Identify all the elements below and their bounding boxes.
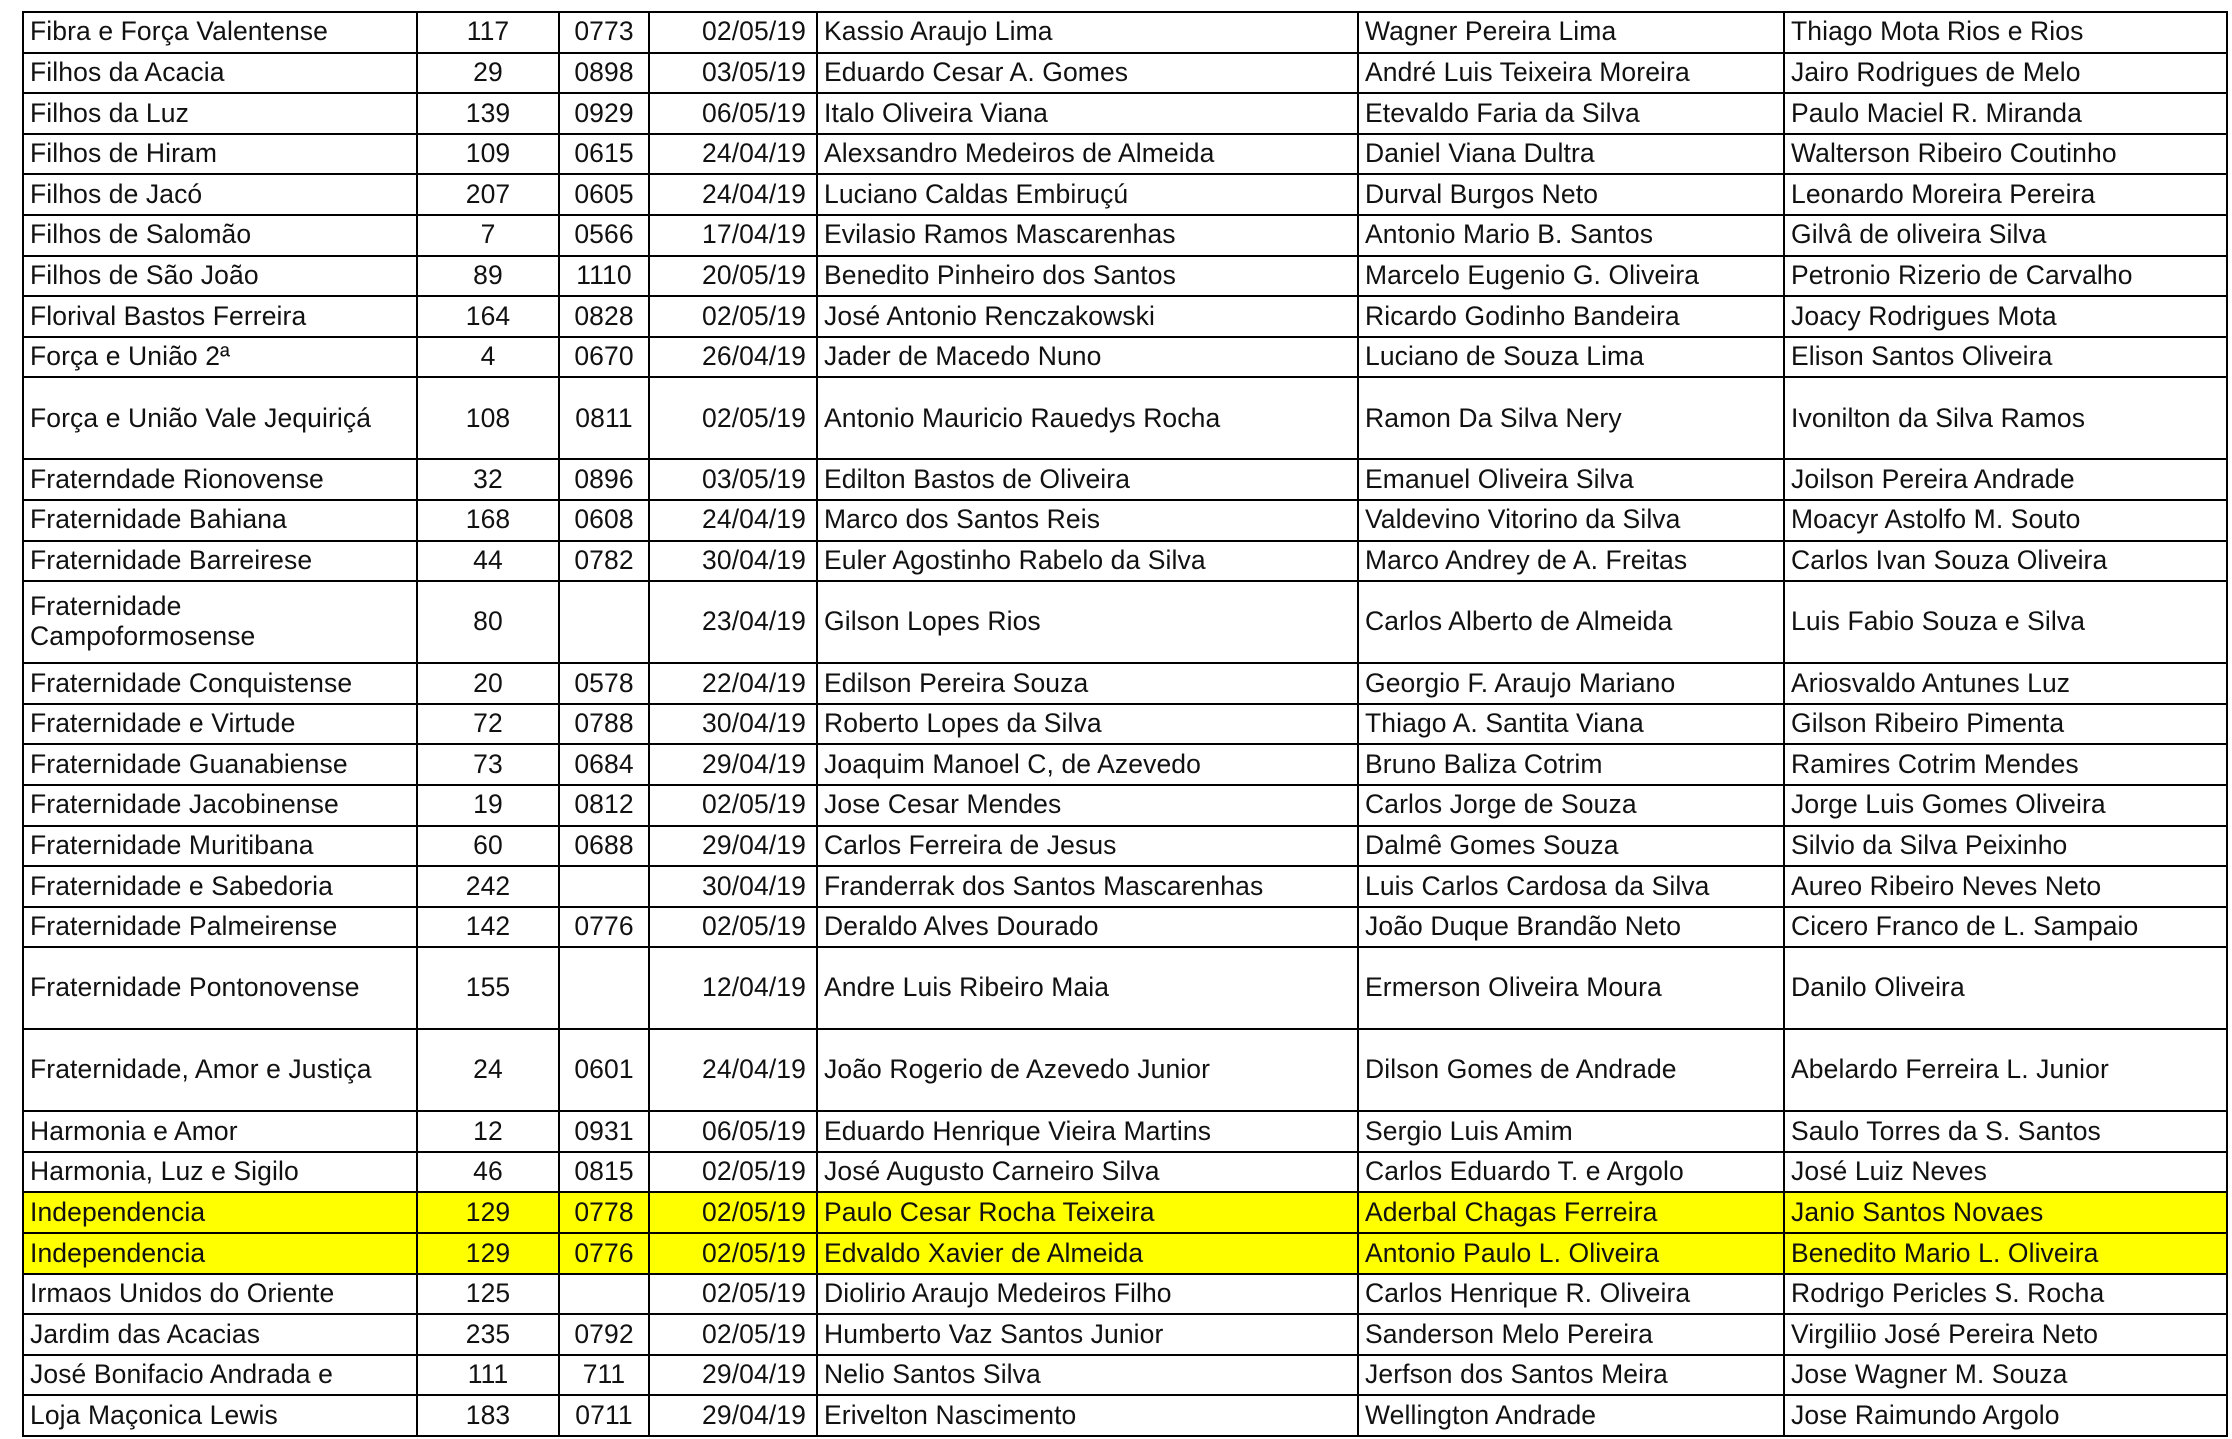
code-cell: [559, 866, 649, 907]
venerable-name-cell: José Antonio Renczakowski: [817, 296, 1358, 337]
table-row: [23, 704, 2227, 745]
code-cell: 0566: [559, 215, 649, 256]
code-cell: 711: [559, 1355, 649, 1396]
first-warden-name-cell: Carlos Jorge de Souza: [1358, 785, 1784, 826]
code-cell: 0578: [559, 663, 649, 704]
table-row: [23, 744, 2227, 785]
venerable-name-cell: Italo Oliveira Viana: [817, 93, 1358, 134]
table-row: [23, 785, 2227, 826]
code-cell: 0812: [559, 785, 649, 826]
lodge-number-cell: 125: [417, 1274, 559, 1315]
table-row: [23, 1314, 2227, 1355]
second-warden-name-cell: Virgiliio José Pereira Neto: [1784, 1314, 2227, 1355]
table-row: [23, 377, 2227, 459]
lodge-name-cell: Harmonia, Luz e Sigilo: [23, 1152, 417, 1193]
first-warden-name-cell: Antonio Paulo L. Oliveira: [1358, 1233, 1784, 1274]
date-cell: 26/04/19: [649, 337, 817, 378]
venerable-name-cell: Diolirio Araujo Medeiros Filho: [817, 1274, 1358, 1315]
second-warden-name-cell: Joacy Rodrigues Mota: [1784, 296, 2227, 337]
lodge-number-cell: 20: [417, 663, 559, 704]
second-warden-name-cell: Elison Santos Oliveira: [1784, 337, 2227, 378]
table-row: [23, 1192, 2227, 1233]
second-warden-name-cell: Thiago Mota Rios e Rios: [1784, 12, 2227, 53]
first-warden-name-cell: Wellington Andrade: [1358, 1395, 1784, 1436]
lodge-table: [22, 11, 2228, 1437]
venerable-name-cell: Edvaldo Xavier de Almeida: [817, 1233, 1358, 1274]
first-warden-name-cell: Sergio Luis Amim: [1358, 1111, 1784, 1152]
lodge-number-cell: 89: [417, 256, 559, 297]
lodge-name-cell: Filhos da Acacia: [23, 53, 417, 94]
date-cell: 12/04/19: [649, 947, 817, 1029]
table-row: [23, 337, 2227, 378]
lodge-number-cell: 183: [417, 1395, 559, 1436]
lodge-name-cell: Filhos de Jacó: [23, 174, 417, 215]
venerable-name-cell: Evilasio Ramos Mascarenhas: [817, 215, 1358, 256]
table-row: [23, 866, 2227, 907]
second-warden-name-cell: Paulo Maciel R. Miranda: [1784, 93, 2227, 134]
lodge-name-cell: Fraternidade, Amor e Justiça: [23, 1029, 417, 1111]
lodge-number-cell: 4: [417, 337, 559, 378]
venerable-name-cell: Eduardo Cesar A. Gomes: [817, 53, 1358, 94]
code-cell: 0615: [559, 134, 649, 175]
table-row: [23, 93, 2227, 134]
lodge-name-cell: Fraternidade Barreirese: [23, 541, 417, 582]
table-row: [23, 1111, 2227, 1152]
first-warden-name-cell: Jerfson dos Santos Meira: [1358, 1355, 1784, 1396]
first-warden-name-cell: André Luis Teixeira Moreira: [1358, 53, 1784, 94]
code-cell: 0776: [559, 1233, 649, 1274]
date-cell: 30/04/19: [649, 866, 817, 907]
lodge-name-cell: Filhos de Hiram: [23, 134, 417, 175]
first-warden-name-cell: Bruno Baliza Cotrim: [1358, 744, 1784, 785]
venerable-name-cell: Deraldo Alves Dourado: [817, 907, 1358, 948]
lodge-number-cell: 44: [417, 541, 559, 582]
second-warden-name-cell: Jairo Rodrigues de Melo: [1784, 53, 2227, 94]
table-row: [23, 12, 2227, 53]
date-cell: 30/04/19: [649, 541, 817, 582]
first-warden-name-cell: Marco Andrey de A. Freitas: [1358, 541, 1784, 582]
second-warden-name-cell: Silvio da Silva Peixinho: [1784, 826, 2227, 867]
second-warden-name-cell: Cicero Franco de L. Sampaio: [1784, 907, 2227, 948]
code-cell: 0778: [559, 1192, 649, 1233]
code-cell: 0896: [559, 459, 649, 500]
venerable-name-cell: Andre Luis Ribeiro Maia: [817, 947, 1358, 1029]
lodge-name-cell: Jardim das Acacias: [23, 1314, 417, 1355]
code-cell: 0828: [559, 296, 649, 337]
table-row: [23, 53, 2227, 94]
code-cell: 0782: [559, 541, 649, 582]
table-row: [23, 1274, 2227, 1315]
venerable-name-cell: Paulo Cesar Rocha Teixeira: [817, 1192, 1358, 1233]
venerable-name-cell: Benedito Pinheiro dos Santos: [817, 256, 1358, 297]
lodge-number-cell: 117: [417, 12, 559, 53]
first-warden-name-cell: Dilson Gomes de Andrade: [1358, 1029, 1784, 1111]
lodge-name-cell: Fraterndade Rionovense: [23, 459, 417, 500]
lodge-name-cell: Fibra e Força Valentense: [23, 12, 417, 53]
venerable-name-cell: João Rogerio de Azevedo Junior: [817, 1029, 1358, 1111]
second-warden-name-cell: Saulo Torres da S. Santos: [1784, 1111, 2227, 1152]
venerable-name-cell: Jader de Macedo Nuno: [817, 337, 1358, 378]
second-warden-name-cell: Walterson Ribeiro Coutinho: [1784, 134, 2227, 175]
code-cell: 0931: [559, 1111, 649, 1152]
code-cell: 0601: [559, 1029, 649, 1111]
second-warden-name-cell: Carlos Ivan Souza Oliveira: [1784, 541, 2227, 582]
venerable-name-cell: Alexsandro Medeiros de Almeida: [817, 134, 1358, 175]
code-cell: 0711: [559, 1395, 649, 1436]
date-cell: 29/04/19: [649, 744, 817, 785]
code-cell: [559, 1274, 649, 1315]
code-cell: 0670: [559, 337, 649, 378]
second-warden-name-cell: Joilson Pereira Andrade: [1784, 459, 2227, 500]
lodge-number-cell: 164: [417, 296, 559, 337]
first-warden-name-cell: Ricardo Godinho Bandeira: [1358, 296, 1784, 337]
lodge-number-cell: 242: [417, 866, 559, 907]
lodge-name-cell: José Bonifacio Andrada e: [23, 1355, 417, 1396]
date-cell: 24/04/19: [649, 174, 817, 215]
date-cell: 02/05/19: [649, 1314, 817, 1355]
first-warden-name-cell: Emanuel Oliveira Silva: [1358, 459, 1784, 500]
table-row: [23, 1233, 2227, 1274]
first-warden-name-cell: Dalmê Gomes Souza: [1358, 826, 1784, 867]
second-warden-name-cell: Abelardo Ferreira L. Junior: [1784, 1029, 2227, 1111]
table-row: [23, 134, 2227, 175]
venerable-name-cell: Erivelton Nascimento: [817, 1395, 1358, 1436]
first-warden-name-cell: Carlos Henrique R. Oliveira: [1358, 1274, 1784, 1315]
venerable-name-cell: Jose Cesar Mendes: [817, 785, 1358, 826]
venerable-name-cell: Kassio Araujo Lima: [817, 12, 1358, 53]
second-warden-name-cell: Moacyr Astolfo M. Souto: [1784, 500, 2227, 541]
second-warden-name-cell: Rodrigo Pericles S. Rocha: [1784, 1274, 2227, 1315]
lodge-name-cell: Harmonia e Amor: [23, 1111, 417, 1152]
second-warden-name-cell: Ivonilton da Silva Ramos: [1784, 377, 2227, 459]
lodge-name-cell: Fraternidade Muritibana: [23, 826, 417, 867]
lodge-number-cell: 235: [417, 1314, 559, 1355]
code-cell: [559, 947, 649, 1029]
first-warden-name-cell: Daniel Viana Dultra: [1358, 134, 1784, 175]
lodge-name-cell: Fraternidade Pontonovense: [23, 947, 417, 1029]
first-warden-name-cell: Carlos Eduardo T. e Argolo: [1358, 1152, 1784, 1193]
lodge-number-cell: 155: [417, 947, 559, 1029]
lodge-name-cell: Força e União Vale Jequiriçá: [23, 377, 417, 459]
lodge-name-cell: Florival Bastos Ferreira: [23, 296, 417, 337]
date-cell: 02/05/19: [649, 12, 817, 53]
table-row: [23, 1355, 2227, 1396]
table-row: [23, 581, 2227, 663]
table-row: [23, 663, 2227, 704]
date-cell: 17/04/19: [649, 215, 817, 256]
lodge-name-cell: Fraternidade e Sabedoria: [23, 866, 417, 907]
second-warden-name-cell: Jorge Luis Gomes Oliveira: [1784, 785, 2227, 826]
date-cell: 02/05/19: [649, 1274, 817, 1315]
first-warden-name-cell: Thiago A. Santita Viana: [1358, 704, 1784, 745]
code-cell: 0684: [559, 744, 649, 785]
date-cell: 06/05/19: [649, 1111, 817, 1152]
code-cell: 0788: [559, 704, 649, 745]
lodge-number-cell: 60: [417, 826, 559, 867]
second-warden-name-cell: Gilvâ de oliveira Silva: [1784, 215, 2227, 256]
second-warden-name-cell: Aureo Ribeiro Neves Neto: [1784, 866, 2227, 907]
first-warden-name-cell: João Duque Brandão Neto: [1358, 907, 1784, 948]
second-warden-name-cell: Leonardo Moreira Pereira: [1784, 174, 2227, 215]
venerable-name-cell: Franderrak dos Santos Mascarenhas: [817, 866, 1358, 907]
table-row: [23, 1029, 2227, 1111]
second-warden-name-cell: Janio Santos Novaes: [1784, 1192, 2227, 1233]
date-cell: 06/05/19: [649, 93, 817, 134]
lodge-number-cell: 24: [417, 1029, 559, 1111]
venerable-name-cell: Edilson Pereira Souza: [817, 663, 1358, 704]
lodge-number-cell: 142: [417, 907, 559, 948]
lodge-name-cell: Independencia: [23, 1192, 417, 1233]
lodge-number-cell: 108: [417, 377, 559, 459]
lodge-name-cell: Fraternidade Jacobinense: [23, 785, 417, 826]
date-cell: 02/05/19: [649, 377, 817, 459]
lodge-number-cell: 73: [417, 744, 559, 785]
lodge-name-cell: Loja Maçonica Lewis: [23, 1395, 417, 1436]
second-warden-name-cell: Luis Fabio Souza e Silva: [1784, 581, 2227, 663]
table-row: [23, 296, 2227, 337]
date-cell: 20/05/19: [649, 256, 817, 297]
venerable-name-cell: Roberto Lopes da Silva: [817, 704, 1358, 745]
first-warden-name-cell: Ramon Da Silva Nery: [1358, 377, 1784, 459]
code-cell: 0608: [559, 500, 649, 541]
venerable-name-cell: Eduardo Henrique Vieira Martins: [817, 1111, 1358, 1152]
table-body: [23, 12, 2227, 1436]
second-warden-name-cell: Ariosvaldo Antunes Luz: [1784, 663, 2227, 704]
lodge-name-cell: Fraternidade e Virtude: [23, 704, 417, 745]
venerable-name-cell: Gilson Lopes Rios: [817, 581, 1358, 663]
date-cell: 02/05/19: [649, 1152, 817, 1193]
code-cell: 0929: [559, 93, 649, 134]
date-cell: 02/05/19: [649, 907, 817, 948]
first-warden-name-cell: Georgio F. Araujo Mariano: [1358, 663, 1784, 704]
lodge-number-cell: 46: [417, 1152, 559, 1193]
code-cell: 0792: [559, 1314, 649, 1355]
date-cell: 29/04/19: [649, 1355, 817, 1396]
venerable-name-cell: Edilton Bastos de Oliveira: [817, 459, 1358, 500]
first-warden-name-cell: Etevaldo Faria da Silva: [1358, 93, 1784, 134]
code-cell: 0688: [559, 826, 649, 867]
venerable-name-cell: Humberto Vaz Santos Junior: [817, 1314, 1358, 1355]
venerable-name-cell: Carlos Ferreira de Jesus: [817, 826, 1358, 867]
lodge-number-cell: 111: [417, 1355, 559, 1396]
first-warden-name-cell: Ermerson Oliveira Moura: [1358, 947, 1784, 1029]
code-cell: 0776: [559, 907, 649, 948]
first-warden-name-cell: Aderbal Chagas Ferreira: [1358, 1192, 1784, 1233]
date-cell: 02/05/19: [649, 1233, 817, 1274]
lodge-name-cell: Filhos de Salomão: [23, 215, 417, 256]
table-row: [23, 500, 2227, 541]
code-cell: 0811: [559, 377, 649, 459]
lodge-number-cell: 29: [417, 53, 559, 94]
date-cell: 02/05/19: [649, 296, 817, 337]
lodge-name-cell: Fraternidade Bahiana: [23, 500, 417, 541]
lodge-number-cell: 139: [417, 93, 559, 134]
lodge-number-cell: 72: [417, 704, 559, 745]
second-warden-name-cell: Ramires Cotrim Mendes: [1784, 744, 2227, 785]
table-row: [23, 459, 2227, 500]
first-warden-name-cell: Valdevino Vitorino da Silva: [1358, 500, 1784, 541]
lodge-name-cell: Filhos da Luz: [23, 93, 417, 134]
date-cell: 29/04/19: [649, 826, 817, 867]
code-cell: 1110: [559, 256, 649, 297]
lodge-number-cell: 80: [417, 581, 559, 663]
venerable-name-cell: José Augusto Carneiro Silva: [817, 1152, 1358, 1193]
first-warden-name-cell: Luciano de Souza Lima: [1358, 337, 1784, 378]
venerable-name-cell: Marco dos Santos Reis: [817, 500, 1358, 541]
lodge-number-cell: 129: [417, 1192, 559, 1233]
lodge-number-cell: 7: [417, 215, 559, 256]
second-warden-name-cell: Petronio Rizerio de Carvalho: [1784, 256, 2227, 297]
date-cell: 24/04/19: [649, 500, 817, 541]
table-row: [23, 907, 2227, 948]
first-warden-name-cell: Wagner Pereira Lima: [1358, 12, 1784, 53]
lodge-name-cell: Força e União 2ª: [23, 337, 417, 378]
first-warden-name-cell: Luis Carlos Cardosa da Silva: [1358, 866, 1784, 907]
venerable-name-cell: Joaquim Manoel C, de Azevedo: [817, 744, 1358, 785]
second-warden-name-cell: Gilson Ribeiro Pimenta: [1784, 704, 2227, 745]
code-cell: 0605: [559, 174, 649, 215]
table-row: [23, 826, 2227, 867]
first-warden-name-cell: Marcelo Eugenio G. Oliveira: [1358, 256, 1784, 297]
venerable-name-cell: Nelio Santos Silva: [817, 1355, 1358, 1396]
date-cell: 24/04/19: [649, 1029, 817, 1111]
second-warden-name-cell: Jose Wagner M. Souza: [1784, 1355, 2227, 1396]
date-cell: 22/04/19: [649, 663, 817, 704]
date-cell: 03/05/19: [649, 459, 817, 500]
lodge-number-cell: 19: [417, 785, 559, 826]
date-cell: 03/05/19: [649, 53, 817, 94]
venerable-name-cell: Euler Agostinho Rabelo da Silva: [817, 541, 1358, 582]
lodge-name-cell: Fraternidade Palmeirense: [23, 907, 417, 948]
date-cell: 30/04/19: [649, 704, 817, 745]
date-cell: 29/04/19: [649, 1395, 817, 1436]
code-cell: 0773: [559, 12, 649, 53]
first-warden-name-cell: Durval Burgos Neto: [1358, 174, 1784, 215]
table-row: [23, 256, 2227, 297]
code-cell: 0898: [559, 53, 649, 94]
first-warden-name-cell: Sanderson Melo Pereira: [1358, 1314, 1784, 1355]
lodge-number-cell: 129: [417, 1233, 559, 1274]
lodge-number-cell: 207: [417, 174, 559, 215]
code-cell: 0815: [559, 1152, 649, 1193]
lodge-name-cell: Filhos de São João: [23, 256, 417, 297]
venerable-name-cell: Luciano Caldas Embiruçú: [817, 174, 1358, 215]
table-row: [23, 1152, 2227, 1193]
second-warden-name-cell: Jose Raimundo Argolo: [1784, 1395, 2227, 1436]
venerable-name-cell: Antonio Mauricio Rauedys Rocha: [817, 377, 1358, 459]
code-cell: [559, 581, 649, 663]
date-cell: 02/05/19: [649, 785, 817, 826]
second-warden-name-cell: Benedito Mario L. Oliveira: [1784, 1233, 2227, 1274]
first-warden-name-cell: Antonio Mario B. Santos: [1358, 215, 1784, 256]
second-warden-name-cell: Danilo Oliveira: [1784, 947, 2227, 1029]
lodge-name-cell: Irmaos Unidos do Oriente: [23, 1274, 417, 1315]
date-cell: 02/05/19: [649, 1192, 817, 1233]
lodge-number-cell: 32: [417, 459, 559, 500]
table-row: [23, 541, 2227, 582]
table-row: [23, 215, 2227, 256]
lodge-name-cell: Independencia: [23, 1233, 417, 1274]
lodge-number-cell: 109: [417, 134, 559, 175]
lodge-name-cell: Fraternidade Conquistense: [23, 663, 417, 704]
lodge-name-cell: Fraternidade Campoformosense: [23, 581, 417, 663]
table-row: [23, 174, 2227, 215]
date-cell: 23/04/19: [649, 581, 817, 663]
lodge-number-cell: 12: [417, 1111, 559, 1152]
lodge-name-cell: Fraternidade Guanabiense: [23, 744, 417, 785]
date-cell: 24/04/19: [649, 134, 817, 175]
table-row: [23, 1395, 2227, 1436]
lodge-number-cell: 168: [417, 500, 559, 541]
second-warden-name-cell: José Luiz Neves: [1784, 1152, 2227, 1193]
table-row: [23, 947, 2227, 1029]
first-warden-name-cell: Carlos Alberto de Almeida: [1358, 581, 1784, 663]
